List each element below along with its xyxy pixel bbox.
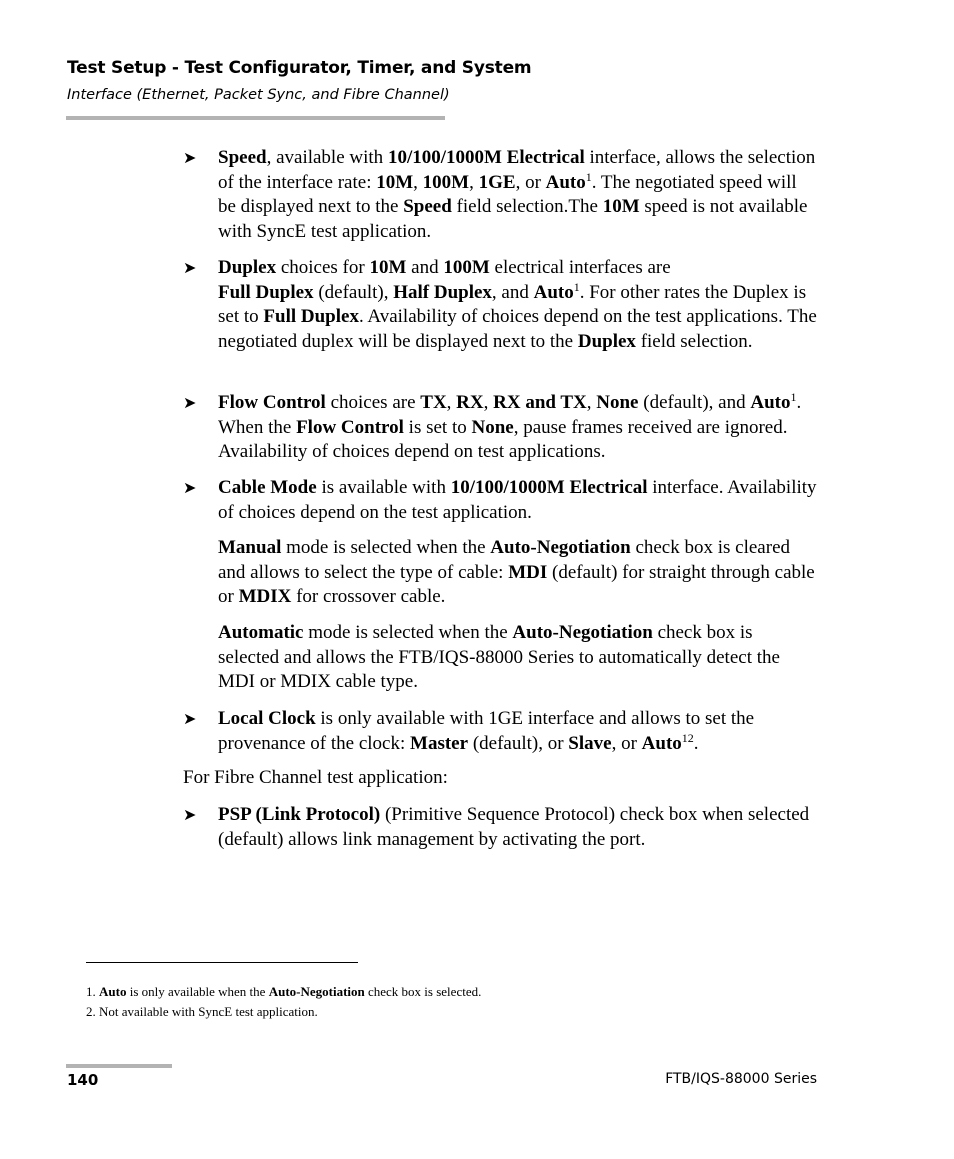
term: Auto [545,171,586,193]
term-automatic: Automatic [218,622,304,643]
bullet-arrow-icon: ➤ [183,478,197,497]
term: Flow Control [296,416,404,438]
term: Speed [403,196,452,218]
term-speed: Speed [218,147,267,168]
text: (default) for straight through cable or [218,561,815,608]
text: electrical interfaces are [489,257,671,278]
fibre-channel-intro: For Fibre Channel test application: [183,767,448,788]
text: (default), [313,281,394,303]
text: is set to [403,416,472,438]
text: choices for [276,257,370,278]
text: mode is selected when the [303,622,513,643]
text: speed is not available with SyncE test application. [218,196,808,242]
text: check box is cleared and allows to select the type of cable: [218,537,790,583]
bullet-psp [183,803,818,852]
header-rule [66,116,445,120]
text: for crossover cable. [291,586,446,608]
text: , available with [266,147,388,168]
term: TX [420,392,447,413]
text: (default), or [468,732,569,754]
footnote-ref: 1 [790,390,797,404]
term: Auto [641,732,682,754]
term: Full Duplex [218,281,314,303]
bullet-arrow-icon: ➤ [183,393,197,412]
text: interface. Availability of choices depend on the test application. [218,477,817,523]
term: MDI [508,561,548,583]
text: field selection. [635,330,753,352]
text: 1. [86,984,99,999]
text: is only available when the [126,984,269,999]
footnote-ref: 12 [681,730,694,745]
term-local-clock: Local Clock [218,708,316,729]
bullet-flow-control [183,390,818,465]
section-subtitle: Interface (Ethernet, Packet Sync, and Fibre Channel) [67,87,450,103]
term: Auto [533,281,574,303]
footer-rule [66,1064,172,1068]
term: Auto-Negotiation [512,622,653,643]
bullet-arrow-icon: ➤ [183,805,197,824]
text: , pause frames received are ignored. Availability of choices depend on test applications. [218,416,788,463]
text: , or [515,171,546,193]
term: 10M [376,171,414,193]
term: Slave [568,732,612,754]
text: mode is selected when the [281,537,491,558]
term-manual: Manual [218,537,282,558]
term: Auto [99,984,127,999]
text: field selection.The [451,196,603,218]
term: None [471,416,514,438]
automatic-mode-paragraph [218,621,818,695]
term: Full Duplex [263,306,359,328]
bullet-speed [183,146,818,244]
term: 10M [602,196,640,218]
term: 100M [422,171,470,193]
bullet-duplex [183,256,818,354]
product-series: FTB/IQS-88000 Series [665,1071,817,1087]
term-cable-mode: Cable Mode [218,477,317,498]
term: RX and TX [493,392,587,413]
text: . When the [218,392,802,438]
term: Duplex [577,330,636,352]
text: . Availability of choices depend on the test applications. The negotiated duplex will be displayed next to the [218,306,817,352]
text: check box is selected and allows the FTB/IQS-88000 Series to automatically detect the MDI or MDIX cable type. [218,622,780,693]
text: interface, allows the selection of the interface rate: [218,147,816,193]
term: RX [456,392,484,413]
bullet-arrow-icon: ➤ [183,258,197,277]
text: . [693,732,699,754]
bullet-arrow-icon: ➤ [183,709,197,728]
bullet-cable-mode [183,476,818,525]
text: , [413,171,423,193]
text: . For other rates the Duplex is set to [218,281,807,328]
term-duplex: Duplex [218,257,277,278]
text: is only available with 1GE interface and allows to set the provenance of the clock: [218,708,755,754]
section-title: Test Setup - Test Configurator, Timer, and System [67,58,532,78]
text: (Primitive Sequence Protocol) check box when selected (default) allows link management by activating the port. [218,804,810,850]
text: , [586,392,597,413]
footnote-ref: 1 [573,279,580,294]
term-flow-control: Flow Control [218,392,326,413]
footnote-2: 2. Not available with SyncE test application. [86,1004,318,1019]
text: , [446,392,457,413]
text: is available with [316,477,451,498]
term: None [596,392,639,413]
text: (default), and [638,392,751,413]
footnote-rule [86,962,358,963]
text: , or [611,732,642,754]
term: 10/100/1000M Electrical [450,477,648,498]
term: Auto-Negotiation [490,537,631,558]
term: Auto [750,392,791,413]
text: and [406,257,444,278]
text: check box is selected. [364,984,482,999]
term-psp: PSP (Link Protocol) [218,804,381,825]
bullet-arrow-icon: ➤ [183,148,197,167]
text: , and [491,281,534,303]
manual-mode-paragraph [218,536,818,610]
term: Master [410,732,469,754]
term: 10M [369,257,407,278]
text: choices are [325,392,421,413]
term: 10/100/1000M Electrical [387,147,585,168]
term: MDIX [238,586,292,608]
term: 1GE [478,171,516,193]
bullet-local-clock [183,707,818,756]
page-number: 140 [67,1071,99,1089]
term: Auto-Negotiation [268,984,365,999]
term: Half Duplex [393,281,492,303]
text: , [483,392,494,413]
term: 100M [443,257,490,278]
text: , [469,171,479,193]
text: . The negotiated speed will be displayed next to the [218,171,797,218]
footnote-ref: 1 [585,169,592,184]
footnote-1 [86,984,481,1000]
